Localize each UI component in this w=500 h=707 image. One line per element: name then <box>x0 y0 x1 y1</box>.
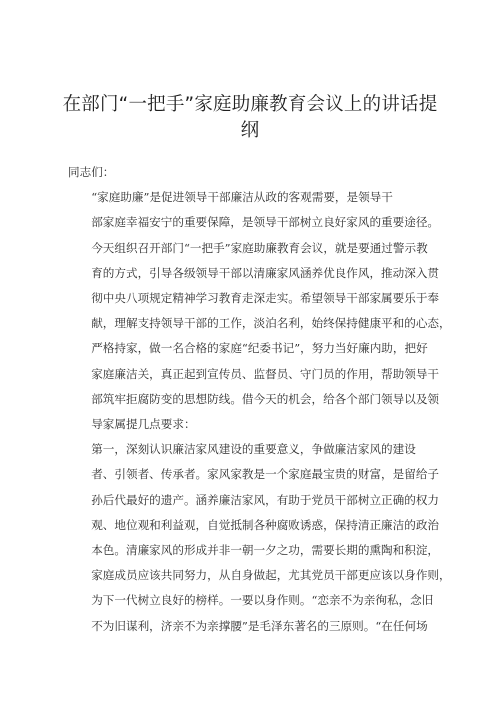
paragraph-line: 第一，深刻认识廉洁家风建设的重要意义，争做廉洁家风的建设 <box>91 442 416 457</box>
paragraph-line: 观、地位观和利益观，自觉抵制各种腐败诱惑，保持清正廉洁的政治 <box>91 517 440 532</box>
paragraph-line: 彻中央八项规定精神学习教育走深走实。希望领导干部家属要乐于奉 <box>91 291 440 306</box>
paragraph-2 <box>68 437 451 639</box>
document-title: 在部门“一把手”家庭助廉教育会议上的讲话提纲 <box>62 94 438 141</box>
paragraph-line: 为下一代树立良好的榜样。一要以身作则。“恋亲不为亲徇私，念旧 <box>91 593 434 608</box>
paragraph-line: 部家庭幸福安宁的重要保障，是领导干部树立良好家风的重要途径。 <box>91 215 440 230</box>
paragraph-line: 孙后代最好的遗产。涵养廉洁家风，有助于党员干部树立正确的权力 <box>91 492 440 507</box>
salutation: 同志们： <box>68 165 115 179</box>
paragraph-line: “家庭助廉”是促进领导干部廉洁从政的客观需要，是领导干 <box>91 190 393 205</box>
paragraph-line: 导家属提几点要求： <box>91 417 196 432</box>
paragraph-line: 本色。清廉家风的形成并非一朝一夕之功，需要长期的熏陶和积淀， <box>91 543 440 558</box>
paragraph-line: 育的方式，引导各级领导干部以清廉家风涵养优良作风，推动深入贯 <box>91 265 440 280</box>
paragraph-line: 者、引领者、传承者。家风家教是一个家庭最宝贵的财富，是留给子 <box>91 467 440 482</box>
paragraph-line: 家庭成员应该共同努力，从自身做起，尤其党员干部更应该以身作则， <box>91 568 451 583</box>
paragraph-line: 部筑牢拒腐防变的思想防线。借今天的机会，给各个部门领导以及领 <box>91 391 440 406</box>
paragraph-line: 今天组织召开部门“一把手”家庭助廉教育会议，就是要通过警示教 <box>91 240 428 255</box>
paragraph-line: 不为旧谋利，济亲不为亲撑腰”是毛泽东著名的三原则。“在任何场 <box>91 618 428 633</box>
paragraph-1 <box>68 185 451 437</box>
paragraph-line: 家庭廉洁关，真正起到宣传员、监督员、守门员的作用，帮助领导干 <box>91 366 440 381</box>
paragraph-line: 严格持家，做一名合格的家庭“纪委书记”，努力当好廉内助，把好 <box>91 341 428 356</box>
document-body <box>68 160 451 639</box>
paragraph-line: 献，理解支持领导干部的工作，淡泊名利，始终保持健康平和的心态， <box>91 316 451 331</box>
